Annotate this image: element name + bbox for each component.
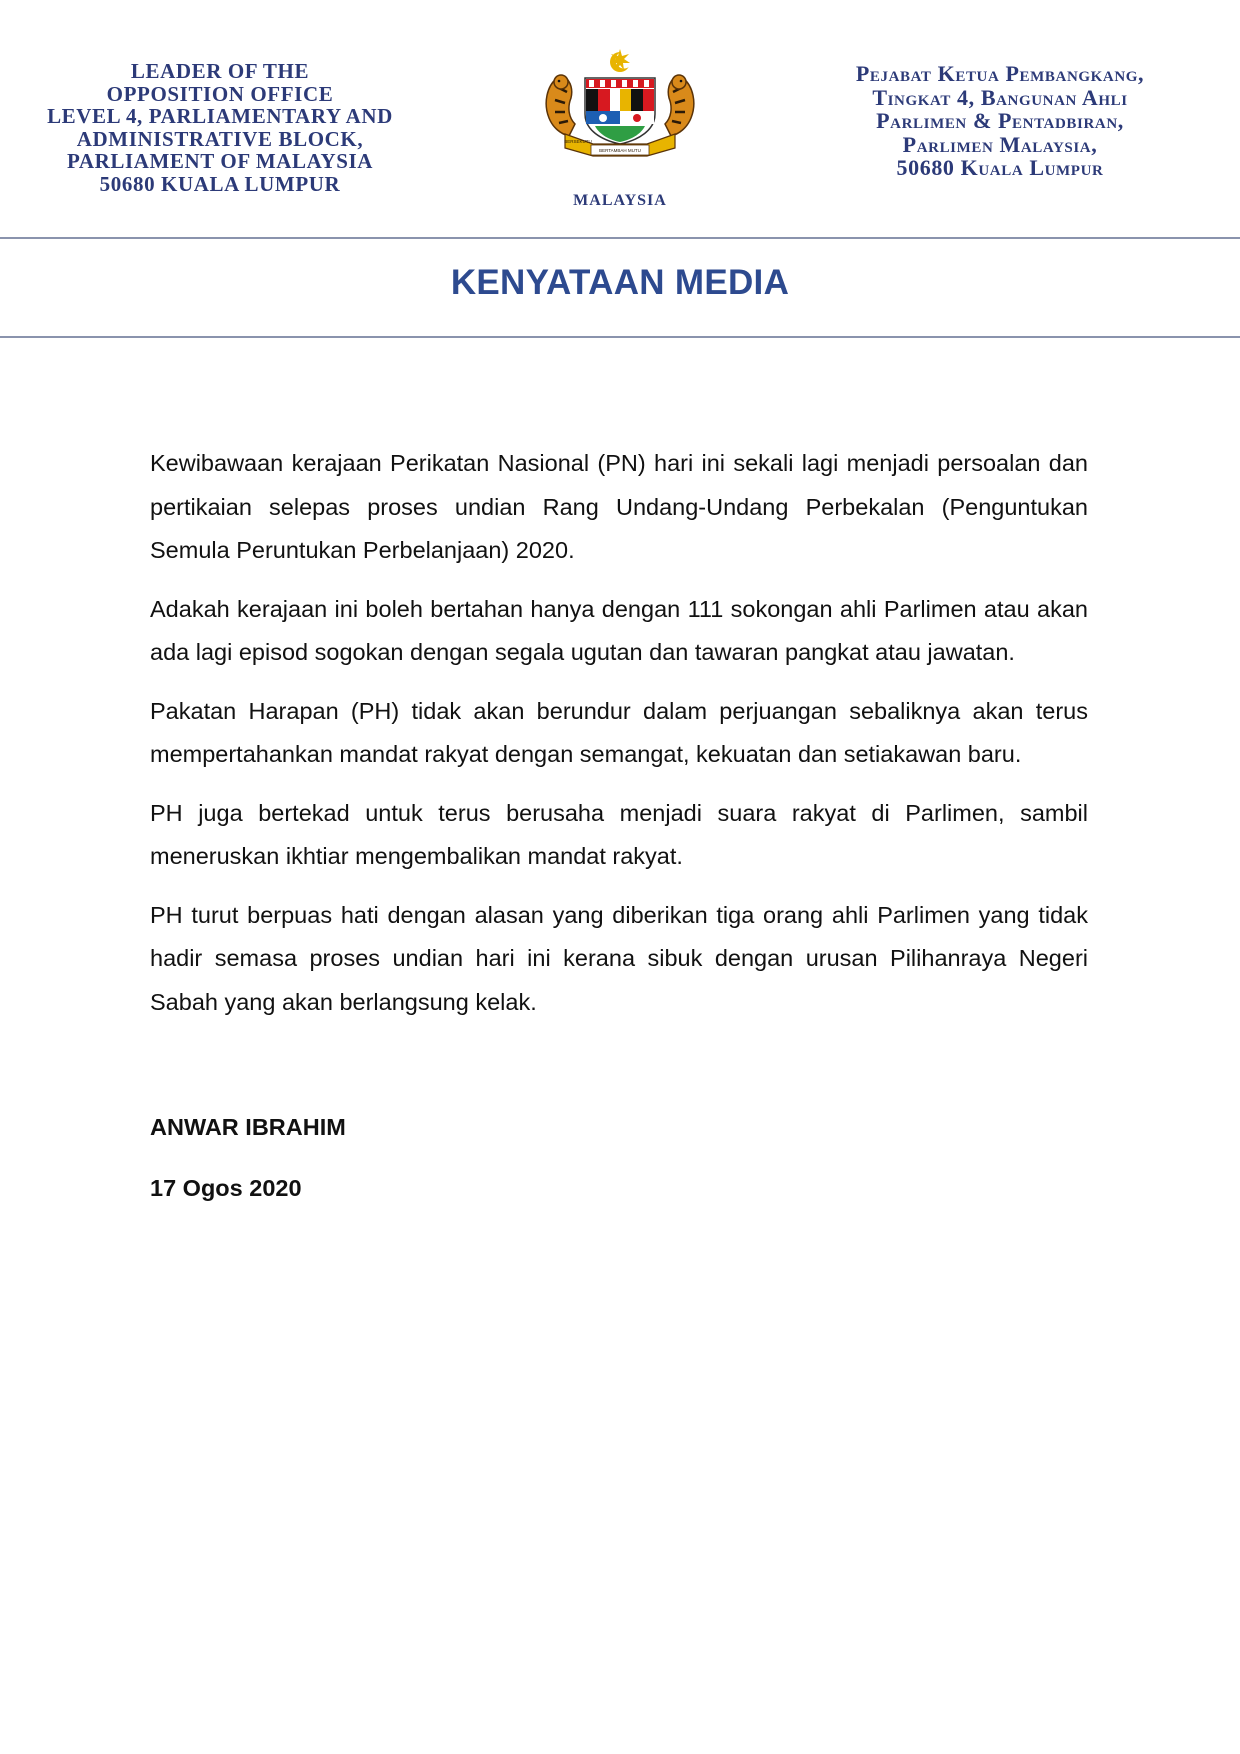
address-line: OPPOSITION OFFICE	[106, 81, 334, 106]
letterhead-address-malay	[790, 62, 1210, 180]
signatory-name: ANWAR IBRAHIM	[150, 1114, 346, 1140]
statement-date: 17 Ogos 2020	[150, 1175, 302, 1201]
statement-paragraph: Kewibawaan kerajaan Perikatan Nasional (PN) hari ini sekali lagi menjadi persoalan dan pertikaian selepas proses undian Rang Undang-Undang Perbekalan (Penguntukan Semula Peruntukan Perbelanjaan) 2020.	[150, 450, 1088, 563]
header-divider-top	[0, 237, 1240, 239]
address-line: Parlimen Malaysia,	[902, 131, 1098, 157]
statement-paragraph: Pakatan Harapan (PH) tidak akan berundur dalam perjuangan sebaliknya akan terus mempertahankan mandat rakyat dengan semangat, kekuatan dan setiakawan baru.	[150, 697, 1088, 767]
statement-paragraph: PH turut berpuas hati dengan alasan yang diberikan tiga orang ahli Parlimen yang tidak hadir semasa proses undian hari ini kerana sibuk dengan urusan Pilihanraya Negeri Sabah yang akan berlangsung kelak.	[150, 901, 1088, 1015]
address-line: ADMINISTRATIVE BLOCK,	[76, 126, 364, 151]
statement-paragraph: Adakah kerajaan ini boleh bertahan hanya dengan 111 sokongan ahli Parlimen atau akan ada lagi episod sogokan dengan segala ugutan dan tawaran pangkat atau jawatan.	[150, 595, 1088, 665]
motto-scroll-left: BERSEKUTU	[564, 139, 592, 144]
statement-paragraph: PH juga bertekad untuk terus berusaha menjadi suara rakyat di Parlimen, sambil meneruskan ikhtiar mengembalikan mandat rakyat.	[150, 799, 1088, 869]
address-line: LEADER OF THE	[130, 59, 310, 83]
motto-scroll-right: BERTAMBAH MUTU	[599, 148, 641, 153]
address-line: 50680 KUALA LUMPUR	[99, 171, 341, 196]
document-title: KENYATAAN MEDIA	[450, 263, 790, 302]
statement-body	[150, 442, 1088, 1039]
coat-of-arms-icon	[535, 48, 705, 163]
address-line: Tingkat 4, Bangunan Ahli	[872, 84, 1128, 110]
left-tiger-icon	[546, 75, 575, 136]
address-line: PARLIAMENT OF MALAYSIA	[66, 149, 374, 173]
address-line: Pejabat Ketua Pembangkang,	[855, 61, 1145, 86]
letterhead-address-english	[40, 60, 400, 195]
right-tiger-icon	[665, 75, 694, 136]
address-line: LEVEL 4, PARLIAMENTARY AND	[47, 104, 393, 128]
crescent-star-icon	[610, 49, 633, 72]
shield-icon	[585, 78, 655, 144]
header-divider-bottom	[0, 336, 1240, 338]
crest-country-label: MALAYSIA	[573, 192, 667, 209]
address-line: 50680 Kuala Lumpur	[896, 155, 1104, 180]
address-line: Parlimen & Pentadbiran,	[876, 108, 1124, 133]
